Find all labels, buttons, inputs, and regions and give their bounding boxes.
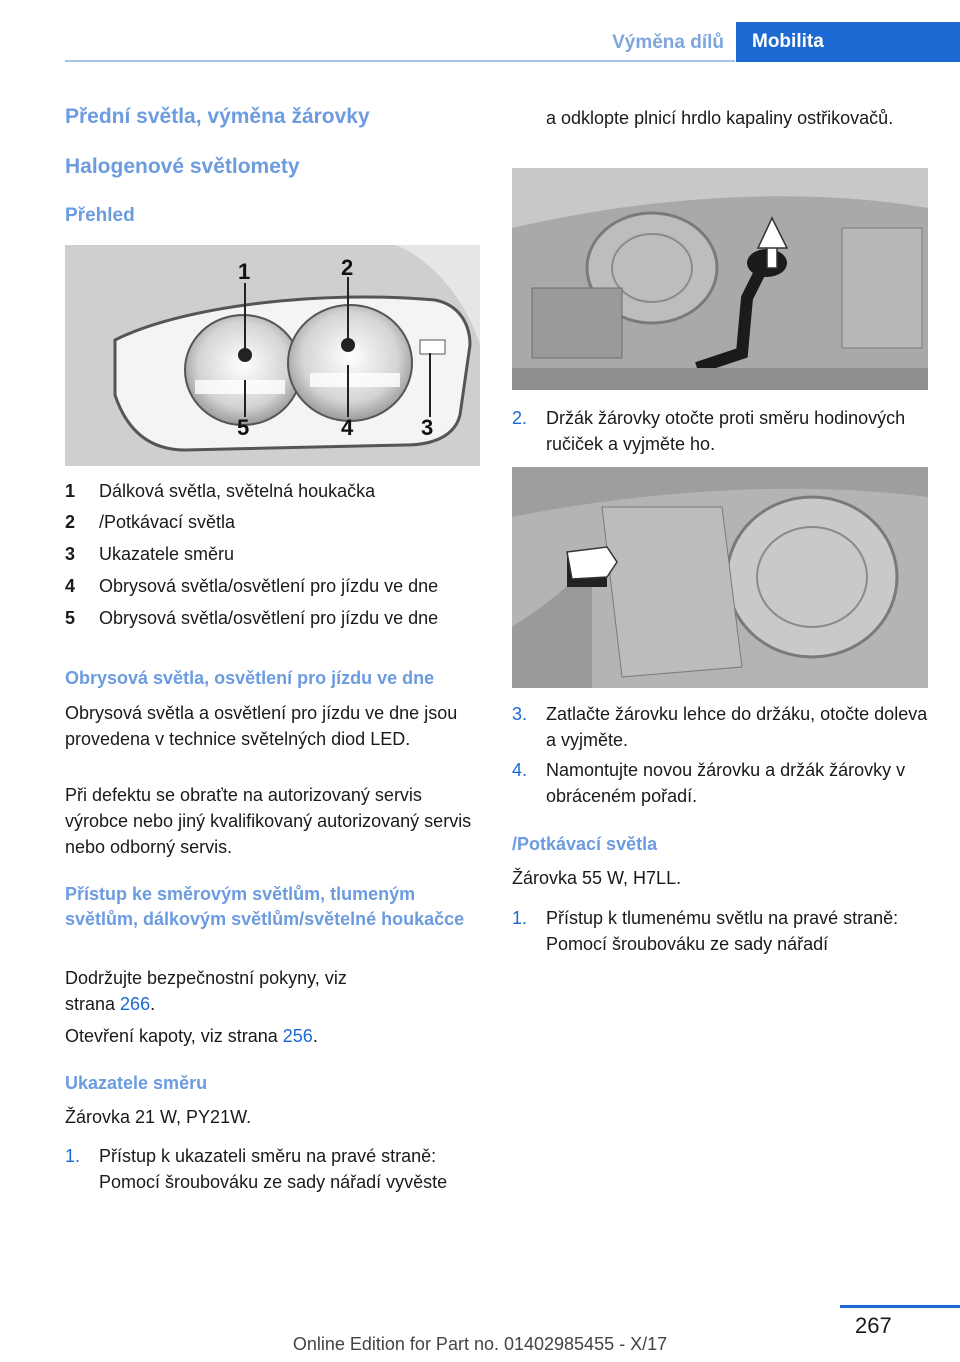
heading-halogen: Halogenové světlomety (65, 155, 300, 178)
legend-num-1: 1 (65, 481, 76, 501)
step-num-3: 3. (512, 704, 528, 724)
para-hood-text: Otevření kapoty, viz strana (65, 1026, 278, 1046)
headlight-overview-image (65, 245, 480, 466)
page-number: 267 (855, 1313, 892, 1338)
step-text-turn-1: Přístup k ukazateli směru na pravé straně: Pomocí šroubováku ze sady nářadí vyvěste (99, 1146, 448, 1192)
para-safety-page-word: strana (65, 994, 116, 1014)
para-drl-defect: Při defektu se obraťte na autorizovaný servis výrobce nebo jiný kvalifikovaný autorizovaný servis nebo odborný servis. (65, 785, 472, 857)
step-text-4: Namontujte novou žárovku a držák žárovky v obráceném pořadí. (546, 760, 906, 806)
step-num-low-1: 1. (512, 908, 528, 928)
legend-num-5: 5 (65, 608, 76, 628)
bulb-holder-image (512, 467, 928, 688)
footer-rule (840, 1305, 960, 1308)
figure-label-5: 5 (237, 415, 250, 440)
header-chapter-tab: Mobilita (736, 22, 960, 62)
para-continued: a odklopte plnicí hrdlo kapaliny ostřikovačů. (546, 108, 894, 128)
edition-note: Online Edition for Part no. 01402985455 - X/17 (292, 1334, 668, 1354)
para-hood: Otevření kapoty, viz strana 256. (65, 1026, 318, 1046)
step-text-2: Držák žárovky otočte proti směru hodinových ručiček a vyjměte ho. (546, 408, 906, 454)
legend-num-2: 2 (65, 512, 76, 532)
heading-access: Přístup ke směrovým světlům, tlumeným světlům, dálkovým světlům/světelné houkačce (65, 884, 465, 929)
figure-label-2: 2 (341, 255, 354, 280)
legend-text-3: Ukazatele směru (99, 544, 235, 564)
heading-drl: Obrysová světla, osvětlení pro jízdu ve dne (65, 668, 435, 688)
link-page-266[interactable]: 266 (120, 994, 151, 1014)
washer-filler-image (512, 168, 928, 390)
figure-label-3: 3 (421, 415, 434, 440)
legend-text-2: /Potkávací světla (99, 512, 236, 532)
para-drl-led: Obrysová světla a osvětlení pro jízdu ve dne jsou provedena v technice světelných diod LED. (65, 703, 458, 749)
step-num-turn-1: 1. (65, 1146, 81, 1166)
heading-main: Přední světla, výměna žárovky (65, 105, 370, 128)
step-text-low-1: Přístup k tlumenému světlu na pravé straně: Pomocí šroubováku ze sady nářadí (546, 908, 899, 954)
heading-overview: Přehled (65, 205, 135, 226)
link-page-256[interactable]: 256 (282, 1026, 313, 1046)
para-turn-bulb: Žárovka 21 W, PY21W. (65, 1107, 252, 1127)
heading-turn-signals: Ukazatele směru (65, 1073, 208, 1093)
legend-num-3: 3 (65, 544, 76, 564)
legend-num-4: 4 (65, 576, 76, 596)
legend-text-4: Obrysová světla/osvětlení pro jízdu ve dne (99, 576, 439, 596)
heading-low-beam: /Potkávací světla (512, 834, 658, 854)
para-safety: Dodržujte bezpečnostní pokyny, viz strana 266. (65, 968, 347, 1014)
figure-label-1: 1 (238, 259, 251, 284)
figure-label-4: 4 (341, 415, 354, 440)
legend-text-1: Dálková světla, světelná houkačka (99, 481, 376, 501)
header-section-title: Výměna dílů (612, 32, 724, 53)
step-num-4: 4. (512, 760, 528, 780)
step-text-3: Zatlačte žárovku lehce do držáku, otočte doleva a vyjměte. (546, 704, 928, 750)
para-safety-text: Dodržujte bezpečnostní pokyny, viz (65, 968, 347, 988)
step-num-2: 2. (512, 408, 528, 428)
para-low-beam-bulb: Žárovka 55 W, H7LL. (512, 868, 682, 888)
legend-text-5: Obrysová světla/osvětlení pro jízdu ve dne (99, 608, 439, 628)
